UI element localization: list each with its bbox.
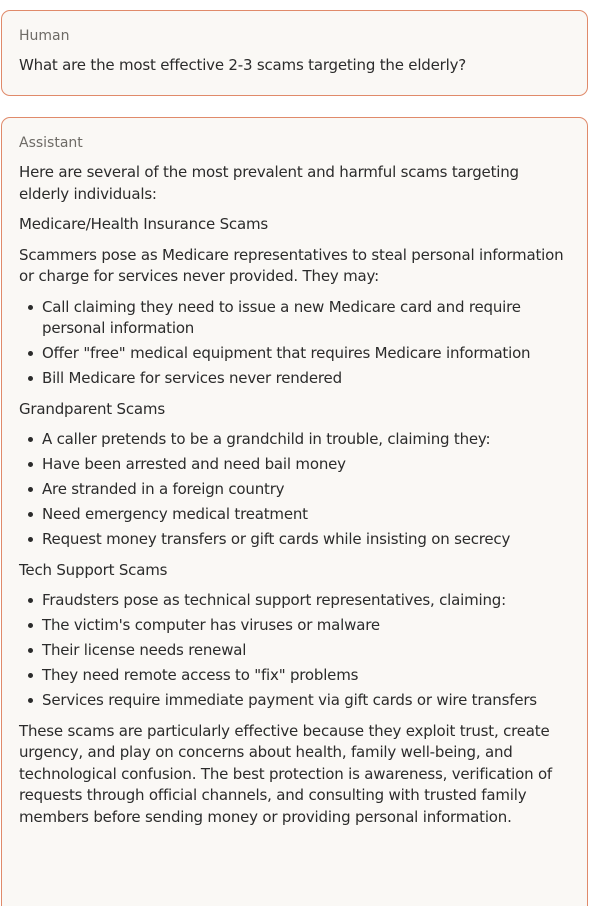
list-item-text: Need emergency medical treatment xyxy=(42,505,308,523)
human-role-label: Human xyxy=(19,28,70,44)
bullet-list-tech-support xyxy=(19,590,570,712)
bullet-dot-icon xyxy=(28,537,33,542)
list-item-text: The victim's computer has viruses or malware xyxy=(42,616,380,634)
list-item xyxy=(19,690,570,712)
assistant-message-card xyxy=(1,117,588,906)
list-item-text: Have been arrested and need bail money xyxy=(42,455,346,473)
list-item xyxy=(19,479,570,501)
section-heading-medicare: Medicare/Health Insurance Scams xyxy=(19,215,268,233)
list-item-text: Are stranded in a foreign country xyxy=(42,480,285,498)
bullet-dot-icon xyxy=(28,437,33,442)
list-item xyxy=(19,665,570,687)
bullet-dot-icon xyxy=(28,648,33,653)
list-item xyxy=(19,615,570,637)
assistant-intro: Here are several of the most prevalent and harmful scams targeting elderly individuals: xyxy=(19,163,519,203)
list-item xyxy=(19,454,570,476)
list-item-text: Request money transfers or gift cards while insisting on secrecy xyxy=(42,530,511,548)
list-item xyxy=(19,529,570,551)
list-item-text: Call claiming they need to issue a new Medicare card and require personal information xyxy=(42,297,521,337)
list-item xyxy=(19,343,570,365)
list-item-text: Fraudsters pose as technical support representatives, claiming: xyxy=(42,591,506,609)
section-heading-grandparent: Grandparent Scams xyxy=(19,399,165,418)
bullet-dot-icon xyxy=(28,376,33,381)
section-heading-tech-support: Tech Support Scams xyxy=(19,560,168,579)
section-paragraph-medicare: Scammers pose as Medicare representatives to steal personal information or charge for services never provided. They may: xyxy=(19,245,564,285)
human-message-card xyxy=(1,10,588,96)
bullet-dot-icon xyxy=(28,305,33,310)
bullet-list-medicare xyxy=(19,297,570,390)
list-item-text: Offer "free" medical equipment that requires Medicare information xyxy=(42,344,531,362)
bullet-dot-icon xyxy=(28,487,33,492)
list-item xyxy=(19,640,570,662)
bullet-dot-icon xyxy=(28,598,33,603)
bullet-dot-icon xyxy=(28,462,33,467)
list-item xyxy=(19,368,570,390)
list-item-text: Their license needs renewal xyxy=(42,641,247,659)
bullet-dot-icon xyxy=(28,623,33,628)
list-item-text: Services require immediate payment via gift cards or wire transfers xyxy=(42,691,537,709)
list-item-text: Bill Medicare for services never rendered xyxy=(42,369,342,387)
bullet-dot-icon xyxy=(28,512,33,517)
bullet-dot-icon xyxy=(28,698,33,703)
list-item-text: They need remote access to "fix" problems xyxy=(42,666,359,684)
bullet-list-grandparent xyxy=(19,429,570,551)
assistant-role-label: Assistant xyxy=(19,135,83,151)
list-item xyxy=(19,504,570,526)
bullet-dot-icon xyxy=(28,351,33,356)
bullet-dot-icon xyxy=(28,673,33,678)
list-item xyxy=(19,429,570,451)
list-item xyxy=(19,590,570,612)
human-message-text: What are the most effective 2-3 scams targeting the elderly? xyxy=(19,56,467,74)
list-item xyxy=(19,297,570,340)
assistant-conclusion: These scams are particularly effective because they exploit trust, create urgency, and play on concerns about health, family well-being, and technological confusion. The best protection is awareness, verification of requests through official channels, and consulting with trusted family members before sending money or providing personal information. xyxy=(19,721,553,826)
list-item-text: A caller pretends to be a grandchild in trouble, claiming they: xyxy=(42,430,491,448)
